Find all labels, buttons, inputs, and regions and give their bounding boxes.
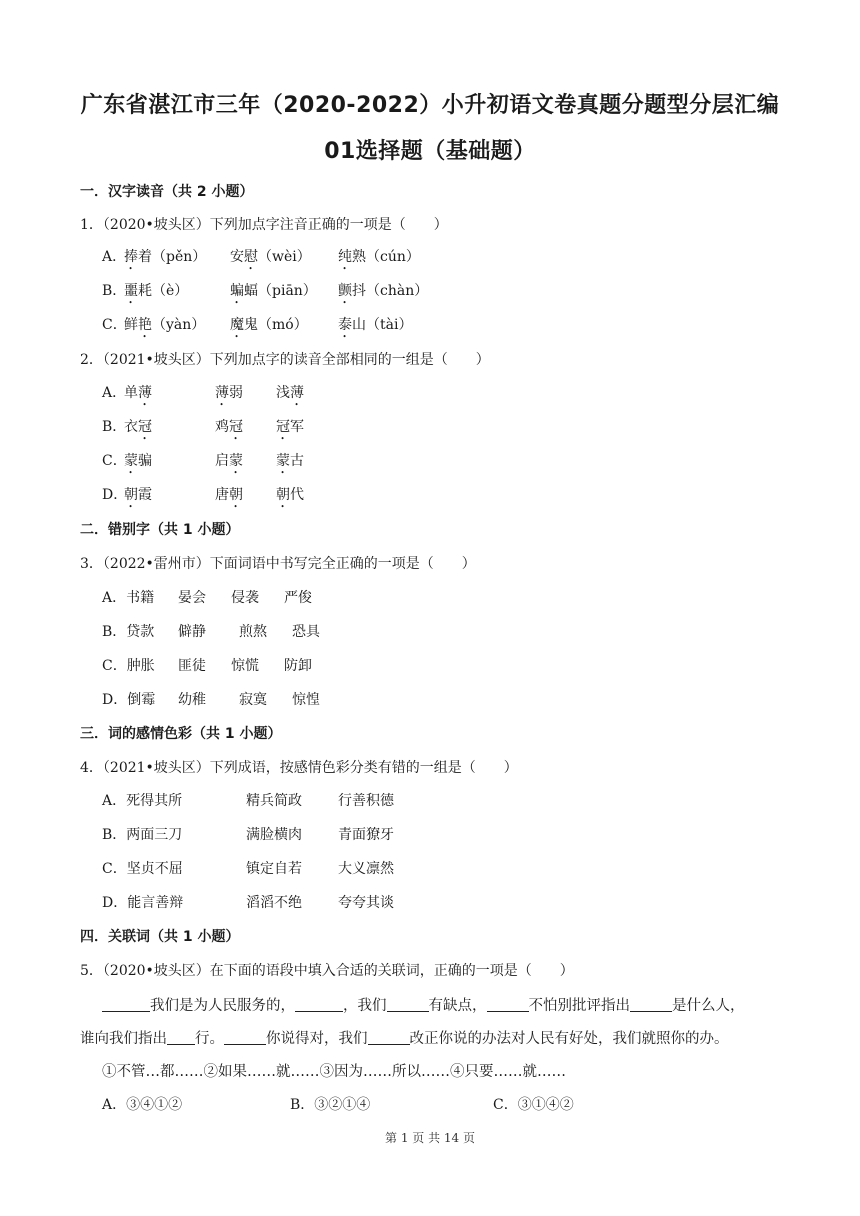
blank-1: [102, 997, 150, 1012]
blank-6: [167, 1030, 195, 1045]
q5-option-c: C．③①④②: [493, 1097, 574, 1113]
q4-option-a-idiom-3: 行善积德: [338, 793, 394, 809]
q2-option-d-item-2: 唐朝: [215, 487, 243, 503]
q3-option-a-word-3: 侵袭: [231, 590, 259, 606]
q1-option-b-item-3: 颤抖（chàn）: [338, 283, 429, 299]
q1-option-a-letter: A．: [102, 249, 127, 265]
blank-2: [295, 997, 343, 1012]
q2-option-a-item-2: 薄弱: [215, 385, 243, 401]
q4-option-c-idiom-3: 大义凛然: [338, 861, 394, 877]
q1-option-c-item-3: 泰山（tài）: [338, 317, 413, 333]
document-title-line-1: 广东省湛江市三年（2020-2022）小升初语文卷真题分题型分层汇编: [80, 93, 780, 118]
q2-option-a-item-3: 浅薄: [276, 385, 304, 401]
q3-option-d-word-1: D．倒霉: [102, 692, 156, 708]
q3-option-b-word-3: 煎熬: [239, 624, 267, 640]
q1-option-c-item-2: 魔鬼（mó）: [230, 317, 308, 333]
q1-option-c-item-1: 鲜艳（yàn）: [124, 317, 206, 333]
q2-option-b-item-1: 衣冠: [124, 419, 152, 435]
q4-option-d-idiom-1: D．能言善辩: [102, 895, 184, 911]
q3-option-c-word-2: 匪徒: [178, 658, 206, 674]
q1-option-c-letter: C．: [102, 317, 127, 333]
document-title-line-2: 01选择题（基础题）: [324, 139, 536, 164]
q5-passage-line-1: 我们是为人民服务的， ，我们 有缺点， 不怕别批评指出 是什么人，: [102, 994, 745, 1015]
blank-8: [368, 1030, 410, 1045]
q1-option-a-item-2: 安慰（wèi）: [230, 249, 311, 265]
q3-option-a-word-4: 严俊: [284, 590, 312, 606]
q1-option-a-item-3: 纯熟（cún）: [338, 249, 420, 265]
q2-option-d-item-3: 朝代: [276, 487, 304, 503]
page-number-footer: 第 1 页 共 14 页: [385, 1131, 475, 1145]
q4-option-b-idiom-3: 青面獠牙: [338, 827, 394, 843]
q1-option-b-item-1: 噩耗（è）: [124, 283, 189, 299]
q4-option-d-idiom-3: 夸夸其谈: [338, 895, 394, 911]
q4-option-b-idiom-2: 满脸横肉: [246, 827, 302, 843]
q2-option-c-item-2: 启蒙: [215, 453, 243, 469]
q2-option-a-item-1: 单薄: [124, 385, 152, 401]
blank-5: [630, 997, 672, 1012]
q3-option-d-word-3: 寂寞: [239, 692, 267, 708]
question-3-stem: 3．（2022•雷州市）下面词语中书写完全正确的一项是（ ）: [80, 556, 476, 572]
q2-option-d-letter: D．: [102, 487, 128, 503]
q4-option-c-idiom-2: 镇定自若: [246, 861, 302, 877]
section-heading-typos: 二．错别字（共 1 小题）: [80, 522, 240, 538]
q3-option-a-word-1: A．书籍: [102, 590, 155, 606]
q2-option-c-letter: C．: [102, 453, 127, 469]
q3-option-b-word-1: B．贷款: [102, 624, 155, 640]
question-4-stem: 4．（2021•坡头区）下列成语，按感情色彩分类有错的一组是（ ）: [80, 760, 518, 776]
q5-conjunction-choices: ①不管…都……②如果……就……③因为……所以……④只要……就……: [102, 1064, 566, 1080]
q4-option-d-idiom-2: 滔滔不绝: [246, 895, 302, 911]
q2-option-a-letter: A．: [102, 385, 127, 401]
q2-option-d-item-1: 朝霞: [124, 487, 152, 503]
q4-option-b-idiom-1: B．两面三刀: [102, 827, 183, 843]
q3-option-c-word-1: C．肿胀: [102, 658, 155, 674]
q4-option-a-idiom-2: 精兵简政: [246, 793, 302, 809]
blank-7: [224, 1030, 266, 1045]
blank-3: [387, 997, 429, 1012]
q3-option-d-word-2: 幼稚: [178, 692, 206, 708]
section-heading-word-sentiment: 三．词的感情色彩（共 1 小题）: [80, 726, 282, 742]
q2-option-b-item-2: 鸡冠: [215, 419, 243, 435]
blank-4: [487, 997, 529, 1012]
q3-option-c-word-3: 惊慌: [231, 658, 259, 674]
q1-option-a-item-1: 捧着（pěn）: [124, 249, 207, 265]
q3-option-c-word-4: 防卸: [284, 658, 312, 674]
q2-option-c-item-1: 蒙骗: [124, 453, 152, 469]
q5-option-a: A．③④①②: [102, 1097, 183, 1113]
question-5-stem: 5．（2020•坡头区）在下面的语段中填入合适的关联词，正确的一项是（ ）: [80, 963, 574, 979]
q5-passage-line-2: 谁向我们指出 行。 你说得对，我们 改正你说的办法对人民有好处，我们就照你的办。: [80, 1031, 729, 1047]
q4-option-a-idiom-1: A．死得其所: [102, 793, 183, 809]
q1-option-b-letter: B．: [102, 283, 127, 299]
q3-option-b-word-2: 僻静: [178, 624, 206, 640]
q5-option-b: B．③②①④: [290, 1097, 371, 1113]
q3-option-b-word-4: 恐具: [292, 624, 320, 640]
section-heading-conjunctions: 四．关联词（共 1 小题）: [80, 929, 240, 945]
question-1-stem: 1．（2020•坡头区）下列加点字注音正确的一项是（ ）: [80, 217, 448, 233]
q3-option-d-word-4: 惊惶: [292, 692, 320, 708]
q3-option-a-word-2: 晏会: [178, 590, 206, 606]
q4-option-c-idiom-1: C．坚贞不屈: [102, 861, 183, 877]
q2-option-b-item-3: 冠军: [276, 419, 304, 435]
section-heading-pronunciation: 一．汉字读音（共 2 小题）: [80, 184, 254, 200]
q1-option-b-item-2: 蝙蝠（piān）: [230, 283, 317, 299]
question-2-stem: 2．（2021•坡头区）下列加点字的读音全部相同的一组是（ ）: [80, 352, 490, 368]
q2-option-b-letter: B．: [102, 419, 127, 435]
q2-option-c-item-3: 蒙古: [276, 453, 304, 469]
